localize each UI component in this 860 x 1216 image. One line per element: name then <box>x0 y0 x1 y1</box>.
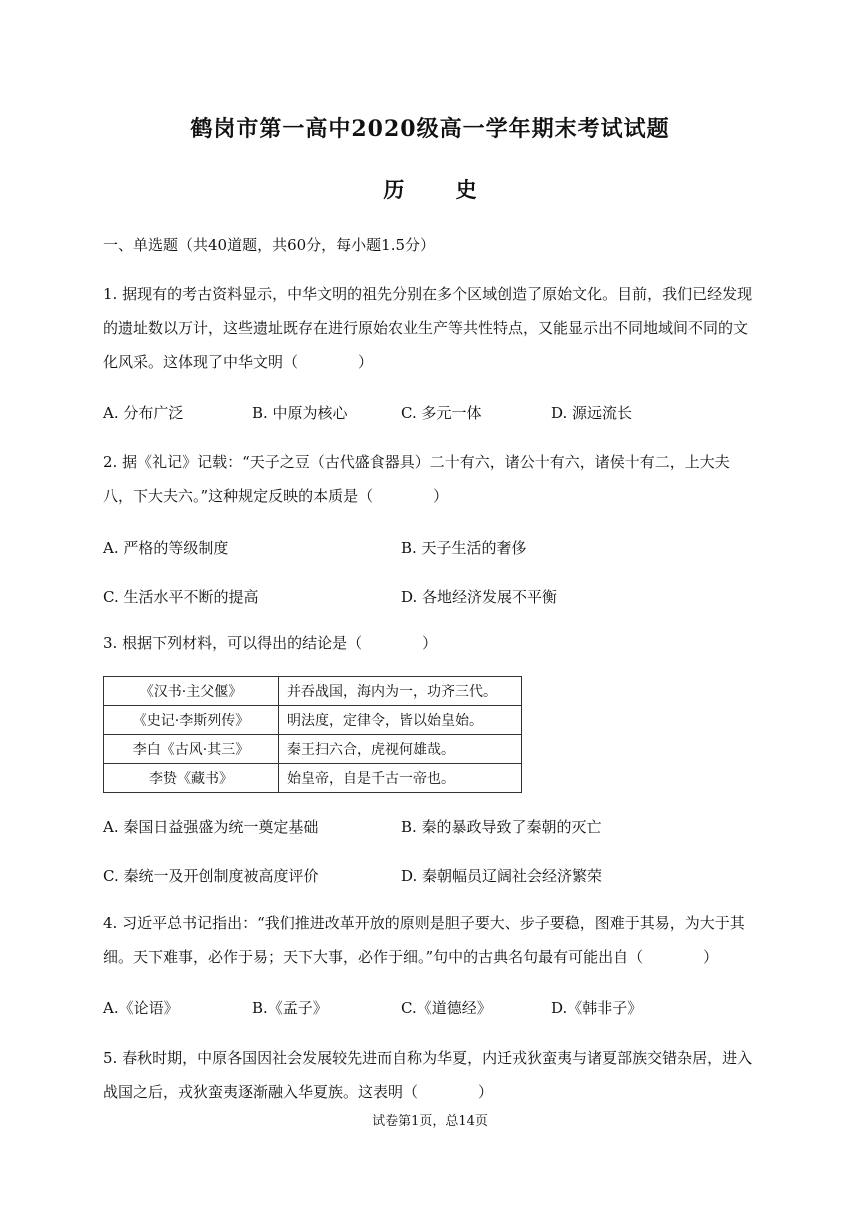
question-4-option-a: A.《论语》 <box>103 999 179 1017</box>
question-2-option-d: D. 各地经济发展不平衡 <box>401 588 558 606</box>
question-4-option-b: B.《孟子》 <box>252 999 328 1017</box>
question-3-option-c: C. 秦统一及开创制度被高度评价 <box>103 867 319 885</box>
question-3-option-a: A. 秦国日益强盛为统一奠定基础 <box>103 818 319 836</box>
section-heading: 一、单选题（共40道题，共60分，每小题1.5分） <box>103 236 436 254</box>
material-source: 李白《古风·其三》 <box>104 735 279 764</box>
question-1-option-a: A. 分布广泛 <box>103 404 184 422</box>
material-source: 李贽《藏书》 <box>104 764 279 793</box>
material-table <box>103 676 522 793</box>
question-3-stem: 3. 根据下列材料，可以得出的结论是（ ） <box>103 634 438 652</box>
question-2-option-b: B. 天子生活的奢侈 <box>401 539 527 557</box>
question-3-option-d: D. 秦朝幅员辽阔社会经济繁荣 <box>401 867 603 885</box>
question-1-stem: 1. 据现有的考古资料显示，中华文明的祖先分别在多个区域创造了原始文化。目前，我们已经发现的遗址数以万计，这些遗址既存在进行原始农业生产等共性特点，又能显示出不同地域间不同的文化风采。这体现了中华文明（ ） <box>103 285 753 371</box>
question-2-option-c: C. 生活水平不断的提高 <box>103 588 259 606</box>
table-row <box>104 677 522 706</box>
material-quote: 并吞战国，海内为一，功齐三代。 <box>279 677 522 706</box>
material-source: 《史记·李斯列传》 <box>104 706 279 735</box>
question-1-option-d: D. 源远流长 <box>551 404 633 422</box>
question-2-stem: 2. 据《礼记》记载：“天子之豆（古代盛食器具）二十有六，诸公十有六，诸侯十有二，上大夫八，下大夫六。”这种规定反映的本质是（ ） <box>103 453 730 505</box>
question-3-option-b: B. 秦的暴政导致了秦朝的灭亡 <box>401 818 602 836</box>
exam-title: 鹤岗市第一高中2020级高一学年期末考试试题 <box>190 116 670 142</box>
page-footer: 试卷第1页，总14页 <box>372 1114 488 1129</box>
question-4-stem: 4. 习近平总书记指出：“我们推进改革开放的原则是胆子要大、步子要稳，图难于其易，为大于其细。天下难事，必作于易；天下大事，必作于细。”句中的古典名句最有可能出自（ ） <box>103 914 745 966</box>
table-row <box>104 706 522 735</box>
table-row <box>104 764 522 793</box>
table-row <box>104 735 522 764</box>
material-quote: 明法度，定律令，皆以始皇始。 <box>279 706 522 735</box>
question-2-option-a: A. 严格的等级制度 <box>103 539 229 557</box>
question-1-option-b: B. 中原为核心 <box>252 404 348 422</box>
material-quote: 秦王扫六合，虎视何雄哉。 <box>279 735 522 764</box>
material-source: 《汉书·主父偃》 <box>104 677 279 706</box>
question-4-option-c: C.《道德经》 <box>401 999 492 1017</box>
question-4-option-d: D.《韩非子》 <box>551 999 643 1017</box>
material-quote: 始皇帝，自是千古一帝也。 <box>279 764 522 793</box>
question-1-option-c: C. 多元一体 <box>401 404 482 422</box>
subject-heading: 历 史 <box>383 177 499 202</box>
question-5-stem: 5. 春秋时期，中原各国因社会发展较先进而自称为华夏，内迁戎狄蛮夷与诸夏部族交错杂居，进入战国之后，戎狄蛮夷逐渐融入华夏族。这表明（ ） <box>103 1049 753 1101</box>
